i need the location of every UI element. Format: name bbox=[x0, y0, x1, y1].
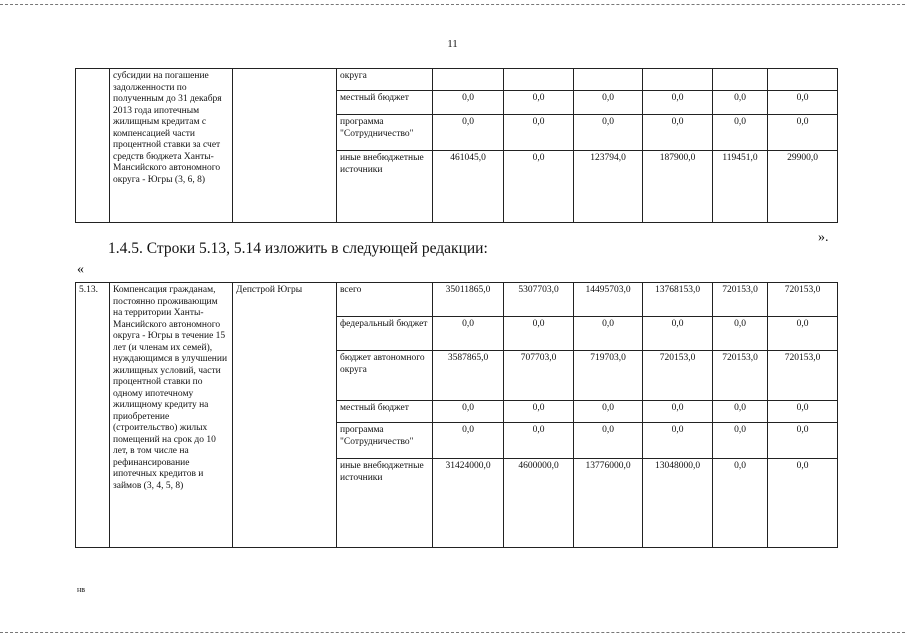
value-cell: 13776000,0 bbox=[574, 459, 643, 548]
value-cell bbox=[504, 69, 574, 91]
value-cell: 0,0 bbox=[713, 115, 768, 151]
value-cell: 123794,0 bbox=[574, 151, 643, 223]
value-cell: 0,0 bbox=[433, 115, 504, 151]
section-heading: 1.4.5. Строки 5.13, 5.14 изложить в следующей редакции: bbox=[108, 240, 488, 257]
value-cell: 0,0 bbox=[713, 423, 768, 459]
value-cell: 13048000,0 bbox=[643, 459, 713, 548]
value-cell: 0,0 bbox=[643, 317, 713, 351]
table-row bbox=[76, 283, 838, 317]
source-cell: программа "Сотрудничество" bbox=[337, 115, 433, 151]
value-cell: 4600000,0 bbox=[504, 459, 574, 548]
value-cell bbox=[643, 69, 713, 91]
source-cell: округа bbox=[337, 69, 433, 91]
value-cell: 31424000,0 bbox=[433, 459, 504, 548]
value-cell bbox=[574, 69, 643, 91]
value-cell bbox=[768, 69, 838, 91]
number-cell bbox=[76, 69, 110, 223]
value-cell: 35011865,0 bbox=[433, 283, 504, 317]
source-cell: федеральный бюджет bbox=[337, 317, 433, 351]
value-cell: 0,0 bbox=[504, 151, 574, 223]
scan-edge-top bbox=[0, 4, 905, 5]
value-cell: 0,0 bbox=[713, 459, 768, 548]
value-cell: 720153,0 bbox=[768, 351, 838, 401]
value-cell: 0,0 bbox=[768, 423, 838, 459]
value-cell: 0,0 bbox=[504, 115, 574, 151]
value-cell: 0,0 bbox=[433, 401, 504, 423]
value-cell: 0,0 bbox=[574, 423, 643, 459]
value-cell: 0,0 bbox=[574, 91, 643, 115]
description-cell: Компенсация гражданам, постоянно проживающим на территории Ханты-Мансийского автономного округа - Югры в течение 15 лет (и членам их семей), нуждающимся в улучшении жилищных условий, части процентной ставки по одному ипотечному жилищному кредиту на приобретение (строительство) жилых помещений на срок до 10 лет, в том числе на рефинансирование ипотечных кредитов и займов (3, 4, 5, 8) bbox=[110, 283, 233, 548]
value-cell: 0,0 bbox=[433, 317, 504, 351]
value-cell: 461045,0 bbox=[433, 151, 504, 223]
executor-cell: Депстрой Югры bbox=[233, 283, 337, 548]
value-cell: 0,0 bbox=[574, 115, 643, 151]
value-cell: 0,0 bbox=[504, 91, 574, 115]
value-cell: 0,0 bbox=[574, 317, 643, 351]
value-cell: 29900,0 bbox=[768, 151, 838, 223]
value-cell: 0,0 bbox=[713, 317, 768, 351]
value-cell: 0,0 bbox=[433, 91, 504, 115]
value-cell: 720153,0 bbox=[713, 351, 768, 401]
value-cell: 119451,0 bbox=[713, 151, 768, 223]
value-cell: 0,0 bbox=[768, 317, 838, 351]
executor-cell bbox=[233, 69, 337, 223]
value-cell: 0,0 bbox=[768, 401, 838, 423]
value-cell: 720153,0 bbox=[713, 283, 768, 317]
value-cell: 14495703,0 bbox=[574, 283, 643, 317]
value-cell bbox=[713, 69, 768, 91]
scan-edge-bottom bbox=[0, 632, 905, 633]
source-cell: местный бюджет bbox=[337, 401, 433, 423]
value-cell: 0,0 bbox=[713, 91, 768, 115]
closing-quote: ». bbox=[818, 230, 829, 245]
value-cell: 0,0 bbox=[643, 401, 713, 423]
value-cell: 720153,0 bbox=[768, 283, 838, 317]
number-cell: 5.13. bbox=[76, 283, 110, 548]
value-cell: 0,0 bbox=[643, 91, 713, 115]
source-cell: программа "Сотрудничество" bbox=[337, 423, 433, 459]
value-cell: 187900,0 bbox=[643, 151, 713, 223]
footer-code: нв bbox=[77, 585, 86, 594]
value-cell: 0,0 bbox=[768, 91, 838, 115]
value-cell: 719703,0 bbox=[574, 351, 643, 401]
table-row bbox=[76, 69, 838, 91]
description-cell: субсидии на погашение задолженности по полученным до 31 декабря 2013 года ипотечным жилищным кредитам с компенсацией части процентной ставки за счет средств бюджета Ханты-Мансийского автономного округа - Югры (3, 6, 8) bbox=[110, 69, 233, 223]
source-cell: иные внебюджетные источники bbox=[337, 459, 433, 548]
value-cell: 0,0 bbox=[433, 423, 504, 459]
value-cell: 0,0 bbox=[713, 401, 768, 423]
value-cell bbox=[433, 69, 504, 91]
source-cell: бюджет автономного округа bbox=[337, 351, 433, 401]
source-cell: иные внебюджетные источники bbox=[337, 151, 433, 223]
value-cell: 0,0 bbox=[504, 317, 574, 351]
value-cell: 13768153,0 bbox=[643, 283, 713, 317]
program-table bbox=[75, 282, 838, 548]
page-number: 11 bbox=[447, 38, 458, 50]
value-cell: 0,0 bbox=[643, 423, 713, 459]
source-cell: всего bbox=[337, 283, 433, 317]
value-cell: 0,0 bbox=[768, 115, 838, 151]
value-cell: 0,0 bbox=[504, 423, 574, 459]
value-cell: 0,0 bbox=[504, 401, 574, 423]
value-cell: 707703,0 bbox=[504, 351, 574, 401]
opening-quote: « bbox=[77, 262, 84, 277]
value-cell: 720153,0 bbox=[643, 351, 713, 401]
continuation-table bbox=[75, 68, 838, 223]
value-cell: 3587865,0 bbox=[433, 351, 504, 401]
value-cell: 0,0 bbox=[768, 459, 838, 548]
value-cell: 0,0 bbox=[574, 401, 643, 423]
source-cell: местный бюджет bbox=[337, 91, 433, 115]
value-cell: 0,0 bbox=[643, 115, 713, 151]
value-cell: 5307703,0 bbox=[504, 283, 574, 317]
